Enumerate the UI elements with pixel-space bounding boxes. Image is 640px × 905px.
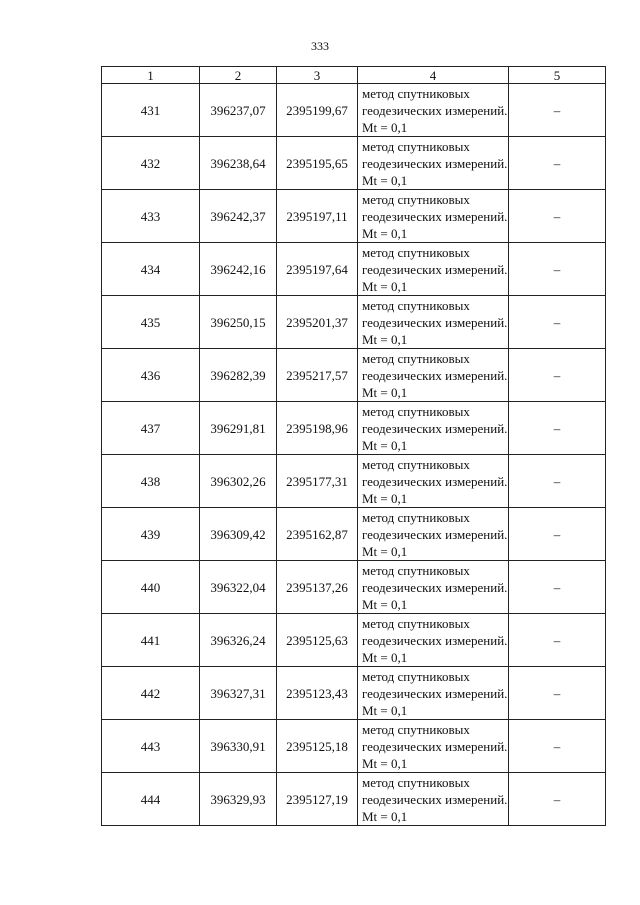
table-row	[102, 296, 606, 349]
method-cell: метод спутниковых геодезических измерений. Mt = 0,1	[358, 349, 509, 402]
table-row	[102, 773, 606, 826]
column-header-3: 3	[277, 67, 358, 84]
table-row	[102, 190, 606, 243]
point-number-cell: 444	[102, 773, 200, 826]
x-coordinate-cell: 396242,37	[200, 190, 277, 243]
point-number-cell: 436	[102, 349, 200, 402]
x-coordinate-cell: 396250,15	[200, 296, 277, 349]
note-cell: –	[509, 349, 606, 402]
point-number-cell: 433	[102, 190, 200, 243]
y-coordinate-cell: 2395162,87	[277, 508, 358, 561]
y-coordinate-cell: 2395125,18	[277, 720, 358, 773]
method-cell: метод спутниковых геодезических измерений. Mt = 0,1	[358, 667, 509, 720]
method-cell: метод спутниковых геодезических измерений. Mt = 0,1	[358, 84, 509, 137]
column-header-1: 1	[102, 67, 200, 84]
note-cell: –	[509, 561, 606, 614]
method-cell: метод спутниковых геодезических измерений. Mt = 0,1	[358, 614, 509, 667]
y-coordinate-cell: 2395125,63	[277, 614, 358, 667]
point-number-cell: 440	[102, 561, 200, 614]
table-row	[102, 455, 606, 508]
table-row	[102, 402, 606, 455]
point-number-cell: 441	[102, 614, 200, 667]
point-number-cell: 439	[102, 508, 200, 561]
x-coordinate-cell: 396322,04	[200, 561, 277, 614]
column-header-2: 2	[200, 67, 277, 84]
y-coordinate-cell: 2395201,37	[277, 296, 358, 349]
x-coordinate-cell: 396329,93	[200, 773, 277, 826]
note-cell: –	[509, 190, 606, 243]
table-header-row	[102, 67, 606, 84]
method-cell: метод спутниковых геодезических измерений. Mt = 0,1	[358, 720, 509, 773]
x-coordinate-cell: 396327,31	[200, 667, 277, 720]
table-row	[102, 84, 606, 137]
table-body	[102, 67, 606, 826]
point-number-cell: 443	[102, 720, 200, 773]
x-coordinate-cell: 396291,81	[200, 402, 277, 455]
method-cell: метод спутниковых геодезических измерений. Mt = 0,1	[358, 243, 509, 296]
method-cell: метод спутниковых геодезических измерений. Mt = 0,1	[358, 455, 509, 508]
note-cell: –	[509, 402, 606, 455]
note-cell: –	[509, 508, 606, 561]
x-coordinate-cell: 396242,16	[200, 243, 277, 296]
note-cell: –	[509, 614, 606, 667]
point-number-cell: 435	[102, 296, 200, 349]
note-cell: –	[509, 296, 606, 349]
y-coordinate-cell: 2395197,64	[277, 243, 358, 296]
y-coordinate-cell: 2395198,96	[277, 402, 358, 455]
table-row	[102, 667, 606, 720]
method-cell: метод спутниковых геодезических измерений. Mt = 0,1	[358, 508, 509, 561]
method-cell: метод спутниковых геодезических измерений. Mt = 0,1	[358, 296, 509, 349]
note-cell: –	[509, 667, 606, 720]
point-number-cell: 434	[102, 243, 200, 296]
point-number-cell: 438	[102, 455, 200, 508]
table-row	[102, 720, 606, 773]
table-row	[102, 561, 606, 614]
method-cell: метод спутниковых геодезических измерений. Mt = 0,1	[358, 773, 509, 826]
x-coordinate-cell: 396238,64	[200, 137, 277, 190]
method-cell: метод спутниковых геодезических измерений. Mt = 0,1	[358, 402, 509, 455]
y-coordinate-cell: 2395127,19	[277, 773, 358, 826]
coordinates-table	[101, 66, 606, 826]
note-cell: –	[509, 455, 606, 508]
x-coordinate-cell: 396326,24	[200, 614, 277, 667]
point-number-cell: 437	[102, 402, 200, 455]
page-number: 333	[311, 39, 329, 53]
column-header-5: 5	[509, 67, 606, 84]
table-row	[102, 508, 606, 561]
method-cell: метод спутниковых геодезических измерений. Mt = 0,1	[358, 137, 509, 190]
method-cell: метод спутниковых геодезических измерений. Mt = 0,1	[358, 190, 509, 243]
table-row	[102, 137, 606, 190]
x-coordinate-cell: 396302,26	[200, 455, 277, 508]
y-coordinate-cell: 2395217,57	[277, 349, 358, 402]
point-number-cell: 432	[102, 137, 200, 190]
note-cell: –	[509, 773, 606, 826]
table-row	[102, 349, 606, 402]
x-coordinate-cell: 396282,39	[200, 349, 277, 402]
note-cell: –	[509, 243, 606, 296]
x-coordinate-cell: 396330,91	[200, 720, 277, 773]
column-header-4: 4	[358, 67, 509, 84]
method-cell: метод спутниковых геодезических измерений. Mt = 0,1	[358, 561, 509, 614]
point-number-cell: 442	[102, 667, 200, 720]
table-row	[102, 614, 606, 667]
y-coordinate-cell: 2395195,65	[277, 137, 358, 190]
note-cell: –	[509, 137, 606, 190]
x-coordinate-cell: 396309,42	[200, 508, 277, 561]
y-coordinate-cell: 2395123,43	[277, 667, 358, 720]
y-coordinate-cell: 2395199,67	[277, 84, 358, 137]
y-coordinate-cell: 2395137,26	[277, 561, 358, 614]
note-cell: –	[509, 720, 606, 773]
y-coordinate-cell: 2395177,31	[277, 455, 358, 508]
y-coordinate-cell: 2395197,11	[277, 190, 358, 243]
note-cell: –	[509, 84, 606, 137]
x-coordinate-cell: 396237,07	[200, 84, 277, 137]
table-row	[102, 243, 606, 296]
point-number-cell: 431	[102, 84, 200, 137]
